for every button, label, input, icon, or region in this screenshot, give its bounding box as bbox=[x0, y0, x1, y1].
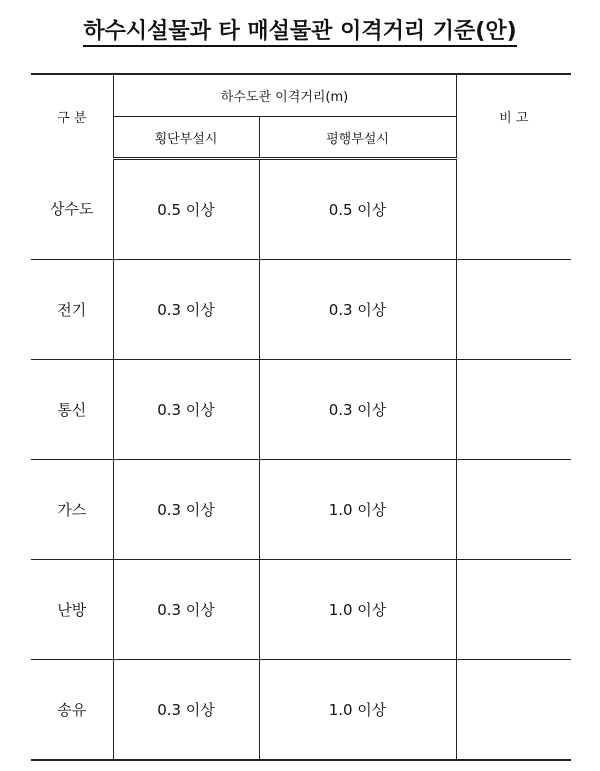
row-category: 통신 bbox=[31, 360, 113, 460]
row-parallel: 0.3 이상 bbox=[259, 360, 456, 460]
row-parallel: 1.0 이상 bbox=[259, 660, 456, 761]
row-crossing: 0.3 이상 bbox=[113, 260, 259, 360]
row-remarks bbox=[456, 159, 571, 260]
row-remarks bbox=[456, 560, 571, 660]
row-crossing: 0.3 이상 bbox=[113, 460, 259, 560]
row-crossing: 0.3 이상 bbox=[113, 360, 259, 460]
row-parallel: 0.5 이상 bbox=[259, 159, 456, 260]
row-category: 전기 bbox=[31, 260, 113, 360]
document-title bbox=[0, 14, 600, 45]
separation-distance-table bbox=[31, 73, 571, 761]
table-row bbox=[31, 560, 571, 660]
row-parallel: 1.0 이상 bbox=[259, 460, 456, 560]
row-category: 가스 bbox=[31, 460, 113, 560]
table-header-row-1 bbox=[31, 74, 571, 117]
row-remarks bbox=[456, 660, 571, 761]
row-crossing: 0.3 이상 bbox=[113, 660, 259, 761]
document-title-text: 하수시설물과 타 매설물관 이격거리 기준(안) bbox=[83, 19, 516, 47]
row-category: 상수도 bbox=[31, 159, 113, 260]
row-remarks bbox=[456, 460, 571, 560]
table-row bbox=[31, 660, 571, 761]
table-row bbox=[31, 159, 571, 260]
table-row bbox=[31, 460, 571, 560]
row-category: 난방 bbox=[31, 560, 113, 660]
header-category: 구 분 bbox=[31, 74, 113, 159]
header-group: 하수도관 이격거리(m) bbox=[113, 74, 456, 117]
row-parallel: 1.0 이상 bbox=[259, 560, 456, 660]
table-row bbox=[31, 260, 571, 360]
row-crossing: 0.5 이상 bbox=[113, 159, 259, 260]
header-parallel: 평행부설시 bbox=[259, 117, 456, 159]
row-category: 송유 bbox=[31, 660, 113, 761]
header-crossing: 횡단부설시 bbox=[113, 117, 259, 159]
row-parallel: 0.3 이상 bbox=[259, 260, 456, 360]
row-remarks bbox=[456, 260, 571, 360]
row-remarks bbox=[456, 360, 571, 460]
header-remarks: 비 고 bbox=[456, 74, 571, 159]
table-row bbox=[31, 360, 571, 460]
row-crossing: 0.3 이상 bbox=[113, 560, 259, 660]
